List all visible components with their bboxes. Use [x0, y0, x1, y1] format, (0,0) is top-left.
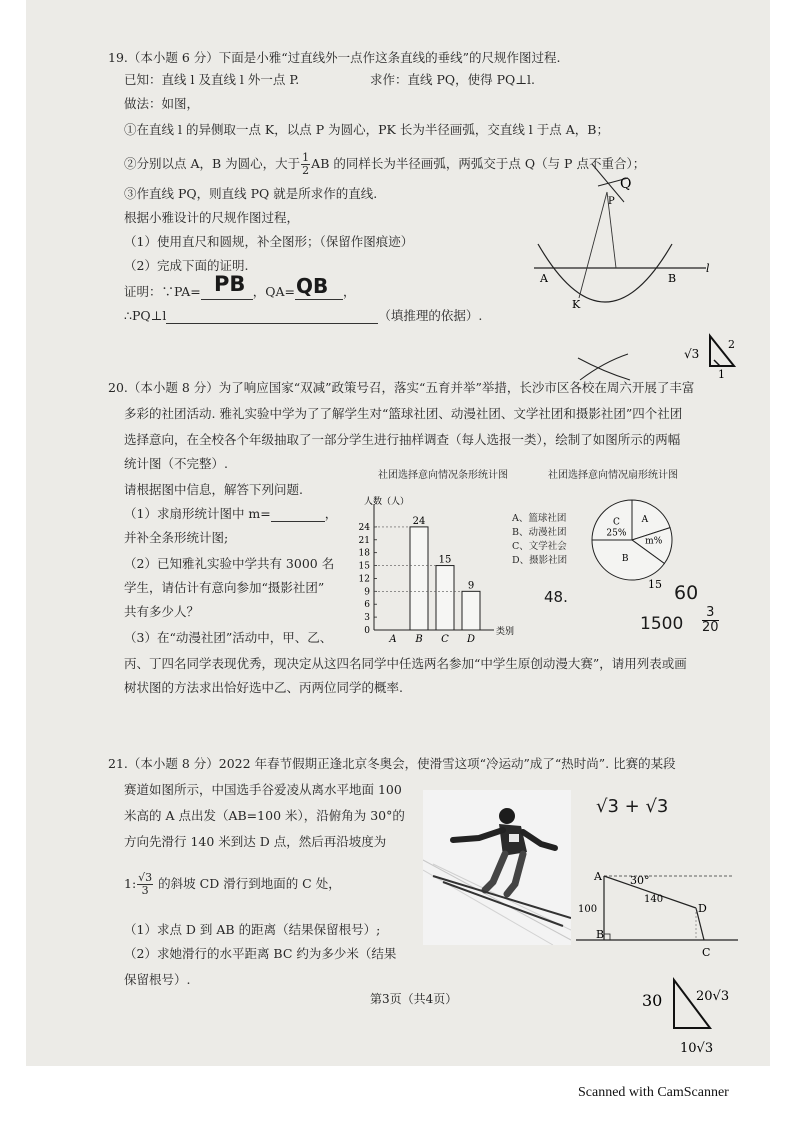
bar-C [436, 566, 454, 630]
q19-proof-line2: ∴PQ⊥l （填推理的依据）. [124, 308, 483, 323]
label-l: l [706, 262, 710, 275]
page-footer: 第3页（共4页） [370, 992, 458, 1006]
segment-pk [579, 192, 607, 298]
q20-sub3c: 树状图的方法求出恰好选中乙、丙两位同学的概率. [124, 680, 403, 695]
legend-a: A、篮球社团 [512, 513, 567, 524]
pie-chart-title: 社团选择意向情况扇形统计图 [548, 470, 678, 481]
slice-label-m%: m% [645, 536, 663, 547]
svg-text:2: 2 [728, 338, 735, 351]
q19-step3: ③作直线 PQ，则直线 PQ 就是所求作的直线. [124, 186, 378, 201]
skier-illustration-icon [423, 790, 571, 945]
y-tick-label: 6 [364, 600, 370, 611]
q19-basis: 根据小雅设计的尺规作图过程， [124, 210, 300, 225]
q19-known: 已知：直线 l 及直线 l 外一点 P. [124, 72, 300, 87]
handwritten-48: 48. [544, 588, 568, 606]
q20-line5: 请根据图中信息，解答下列问题. [124, 482, 303, 497]
handwritten-qb: QB [296, 274, 329, 298]
q19-sub2: （2）完成下面的证明. [124, 258, 249, 273]
y-tick-label: 18 [358, 548, 370, 559]
svg-text:10√3: 10√3 [680, 1041, 714, 1056]
label-d: D [698, 902, 707, 915]
handwritten-140: 140 [644, 894, 664, 905]
q20-line2: 多彩的社团活动. 雅礼实验中学为了了解学生对“篮球社团、动漫社团、文学社团和摄影社团”四个社团 [124, 406, 683, 421]
q21-sub2a: （2）求她滑行的水平距离 BC 约为多少米（结果 [124, 946, 397, 961]
svg-text:20√3: 20√3 [696, 989, 730, 1004]
handwritten-15: 15 [648, 578, 662, 590]
bar-D [462, 591, 480, 630]
y-tick-label: 24 [358, 522, 370, 533]
label-k: K [572, 298, 581, 311]
scanner-watermark: Scanned with CamScanner [578, 1085, 729, 1100]
q21-line4: 方向先滑行 140 米到达 D 点，然后再沿坡度为 [124, 834, 387, 849]
label-angle: 30° [630, 874, 650, 887]
skier-photo [423, 790, 571, 945]
slice-pct-C: 25% [606, 528, 627, 539]
handwritten-sum: √3 + √3 [596, 796, 669, 817]
legend-c: C、文学社会 [512, 541, 567, 552]
q20-sub2a: （2）已知雅礼实验中学共有 3000 名 [124, 556, 335, 571]
q19-step2: ②分别以点 A，B 为圆心，大于 $\frac{1}{2}$ AB 的同样长为半径画弧，两弧交于点 Q（与 P 点不重合）； [124, 151, 646, 177]
q19-sub1: （1）使用直尺和圆规，补全图形；（保留作图痕迹） [124, 234, 414, 249]
q19-construction-figure [520, 160, 720, 320]
y-tick-label: 12 [358, 574, 370, 585]
arc-ab [538, 244, 672, 302]
x-tick-label: B [415, 634, 423, 645]
q20-sub3a: （3）在“动漫社团”活动中，甲、乙、 [124, 630, 333, 645]
q20-sub2b: 学生，请估计有意向参加“摄影社团” [124, 580, 325, 595]
q20-sub1a: （1）求扇形统计图中 m= ， [124, 506, 338, 521]
handwritten-1500: 1500 [640, 614, 684, 634]
y-tick-label: 0 [364, 626, 370, 636]
label-q: Q [620, 176, 632, 192]
y-tick-label: 3 [364, 613, 370, 624]
x-tick-label: D [466, 634, 476, 645]
label-c: C [702, 946, 711, 959]
slice-label-A: A [641, 515, 649, 526]
label-b: B [596, 928, 605, 941]
handwritten-pb: PB [214, 272, 246, 296]
q21-line3: 米高的 A 点出发（AB=100 米），沿俯角为 30°的 [124, 808, 405, 823]
x-tick-label: C [441, 634, 449, 645]
label-b: B [668, 272, 677, 285]
q19-title: 19.（本小题 6 分）下面是小雅“过直线外一点作这条直线的垂线”的尺规作图过程. [108, 50, 561, 65]
handwritten-triangle-sketch [640, 976, 750, 1056]
legend-d: D、摄影社团 [512, 555, 568, 566]
svg-text:1: 1 [718, 368, 725, 380]
y-tick-label: 21 [358, 535, 370, 546]
svg-text:√3: √3 [684, 347, 700, 361]
legend-b: B、动漫社团 [512, 527, 567, 538]
handwritten-fraction: 3 20 [702, 605, 719, 635]
handwritten-100: 100 [578, 904, 598, 915]
q20-sub2c: 共有多少人？ [124, 604, 200, 619]
data-label-B: 24 [412, 515, 426, 527]
bar-chart [346, 496, 516, 646]
label-a: A [594, 870, 602, 883]
y-tick-label: 9 [364, 587, 370, 598]
q20-sub3b: 丙、丁四名同学表现优秀，现决定从这四名同学中任选两名参加“中学生原创动漫大赛”，请用列表或画 [124, 656, 687, 671]
q21-sub1: （1）求点 D 到 AB 的距离（结果保留根号）; [124, 922, 381, 937]
slice-label-B: B [621, 553, 629, 564]
svg-text:30: 30 [642, 991, 663, 1010]
q19-required: 求作：直线 PQ，使得 PQ⊥l. [370, 72, 535, 87]
handwritten-60: 60 [674, 582, 699, 604]
y-axis-label: 人数（人） [364, 497, 410, 507]
margin-triangle-sketch [680, 330, 740, 380]
pie-chart [590, 498, 674, 590]
slice-label-C: C [612, 517, 620, 528]
x-tick-label: A [389, 634, 397, 645]
q20-line3: 选择意向，在全校各个年级抽取了一部分学生进行抽样调查（每人选报一类），绘制了如图所示的两幅 [124, 432, 681, 447]
q19-method: 做法：如图， [124, 96, 200, 111]
q21-slope-figure [572, 862, 742, 962]
bar-chart-legend [512, 512, 567, 568]
q19-step1: ①在直线 l 的异侧取一点 K，以点 P 为圆心，PK 长为半径画弧，交直线 l 于点 A，B； [124, 122, 609, 137]
q21-slope: 1: $\frac{√3}{3}$ 的斜坡 CD 滑行到地面的 C 处， [124, 871, 341, 897]
x-axis-label: 类别 [496, 627, 515, 637]
q20-line1: 20.（本小题 8 分）为了响应国家“双减”政策号召，落实“五育并举”举措，长沙市区各校在周六开展了丰富 [108, 380, 695, 395]
y-tick-label: 15 [358, 561, 370, 572]
bar-chart-title: 社团选择意向情况条形统计图 [378, 470, 508, 481]
q21-sub2b: 保留根号）. [124, 972, 191, 987]
q21-line2: 赛道如图所示，中国选手谷爱凌从离水平地面 100 [124, 782, 402, 797]
data-label-C: 15 [438, 554, 452, 566]
q21-line1: 21.（本小题 8 分）2022 年春节假期正逢北京冬奥会，使滑雪这项“冷运动”成了“热时尚”. 比赛的某段 [108, 756, 676, 771]
bar-B [410, 527, 428, 630]
q20-line4: 统计图（不完整）. [124, 456, 228, 471]
fraction-half: $\frac{1}{2}$ [302, 151, 310, 177]
label-p: P [608, 196, 615, 207]
q20-sub1c: 并补全条形统计图; [124, 530, 229, 545]
label-a: A [540, 272, 548, 285]
q19-proof-line1: 证明：∵PA= ，QA= ， [124, 284, 356, 299]
data-label-D: 9 [467, 580, 475, 592]
